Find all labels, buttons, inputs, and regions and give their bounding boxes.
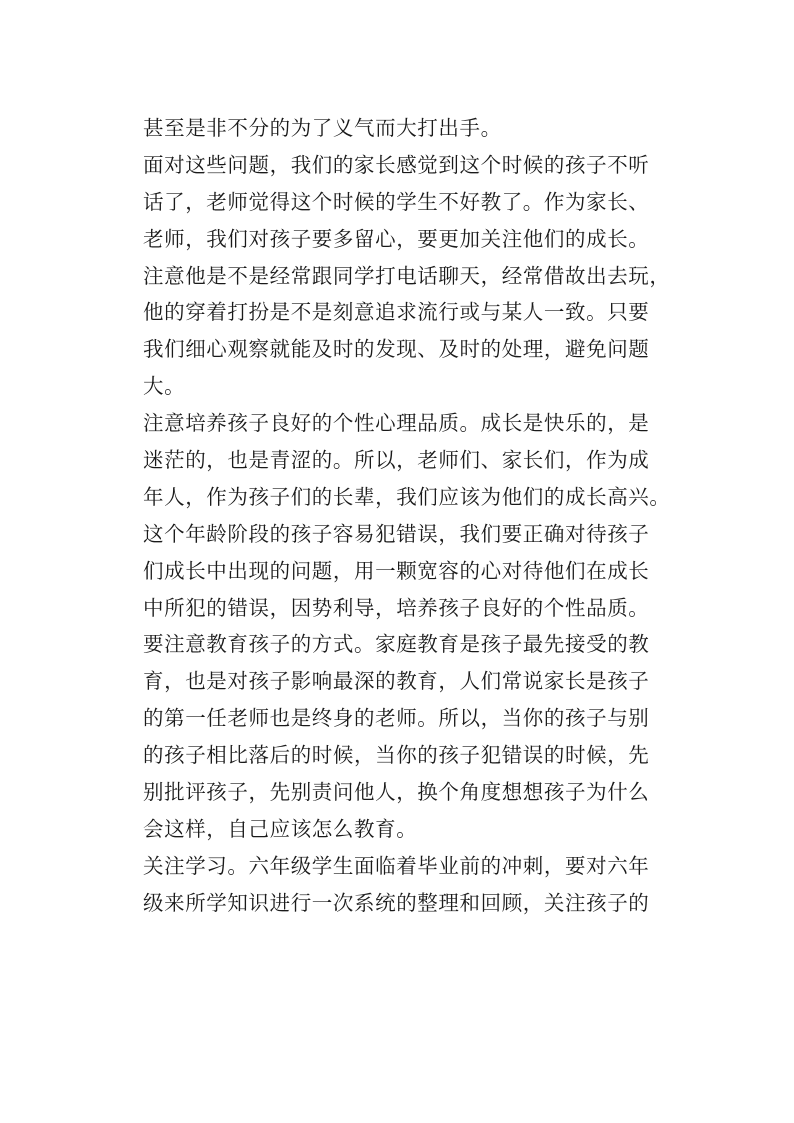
text-line: 我们细心观察就能及时的发现、及时的处理，避免问题: [143, 337, 650, 362]
text-line: 的第一任老师也是终身的老师。所以，当你的孩子与别: [143, 706, 650, 731]
text-line: 中所犯的错误，因势利导，培养孩子良好的个性品质。: [143, 595, 650, 620]
text-line: 们成长中出现的问题，用一颗宽容的心对待他们在成长: [143, 558, 650, 583]
text-line: 育，也是对孩子影响最深的教育，人们常说家长是孩子: [143, 669, 650, 694]
text-line: 面对这些问题，我们的家长感觉到这个时候的孩子不听: [143, 152, 650, 177]
text-line: 甚至是非不分的为了义气而大打出手。: [143, 116, 502, 140]
text-line: 会这样，自己应该怎么教育。: [143, 816, 418, 841]
text-line: 年人，作为孩子们的长辈，我们应该为他们的成长高兴。: [143, 484, 671, 509]
text-line: 别批评孩子，先别责问他人，换个角度想想孩子为什么: [143, 780, 650, 805]
text-line: 注意他是不是经常跟同学打电话聊天，经常借故出去玩，: [143, 263, 671, 288]
text-line: 级来所学知识进行一次系统的整理和回顾，关注孩子的: [143, 890, 650, 915]
text-line: 注意培养孩子良好的个性心理品质。成长是快乐的，是: [143, 411, 650, 436]
text-line: 大。: [143, 374, 186, 399]
text-line: 老师，我们对孩子要多留心，要更加关注他们的成长。: [143, 226, 650, 251]
text-line: 他的穿着打扮是不是刻意追求流行或与某人一致。只要: [143, 300, 650, 325]
body-text: [143, 110, 671, 922]
text-line: 要注意教育孩子的方式。家庭教育是孩子最先接受的教: [143, 632, 650, 657]
text-line: 关注学习。六年级学生面临着毕业前的冲刺，要对六年: [143, 853, 650, 878]
text-line: 话了，老师觉得这个时候的学生不好教了。作为家长、: [143, 189, 650, 214]
text-line: 的孩子相比落后的时候，当你的孩子犯错误的时候，先: [143, 743, 650, 768]
text-line: 这个年龄阶段的孩子容易犯错误，我们要正确对待孩子: [143, 521, 650, 546]
text-line: 迷茫的，也是青涩的。所以，老师们、家长们，作为成: [143, 448, 650, 473]
